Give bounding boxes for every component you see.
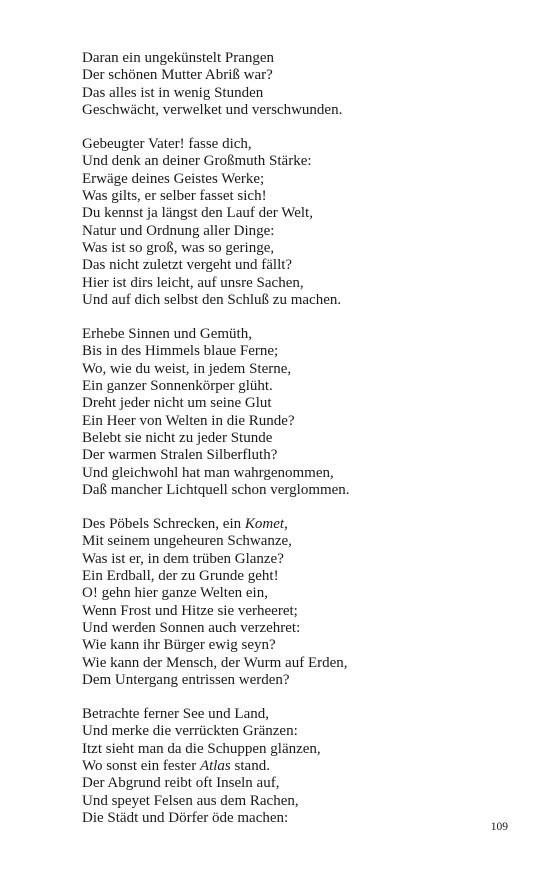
line-text: Wenn Frost und Hitze sie verheeret; [82,602,298,619]
poem-line [82,326,522,343]
poem-line [82,465,522,482]
poem-line [82,551,522,568]
line-text: Das nicht zuletzt vergeht und fällt? [82,257,293,274]
line-text: Und merke die verrückten Gränzen: [82,723,298,740]
line-text: Und gleichwohl hat man wahrgenommen, [82,464,334,481]
line-text: Belebt sie nicht zu jeder Stunde [82,429,273,446]
poem-line [82,620,522,637]
line-text: O! gehn hier ganze Welten ein, [82,585,268,602]
poem-line [82,257,522,274]
line-text: Was ist er, in dem trüben Glanze? [82,550,284,567]
poem-line [82,516,522,533]
line-text: Das alles ist in wenig Stunden [82,84,264,101]
line-text: Und werden Sonnen auch verzehret: [82,619,301,636]
page-number: 109 [490,821,508,833]
line-text: Geschwächt, verwelket und verschwunden. [82,101,343,118]
line-text: Der schönen Mutter Abriß war? [82,67,273,84]
line-text: Und denk an deiner Großmuth Stärke: [82,153,312,170]
line-text: Der warmen Stralen Silberfluth? [82,447,278,464]
poem-line [82,67,522,84]
italic-word: Atlas [199,757,231,774]
poem-line [82,343,522,360]
line-text: Und auf dich selbst den Schluß zu machen. [82,291,342,308]
line-text: Was ist so groß, was so geringe, [82,239,275,256]
line-text: Wie kann ihr Bürger ewig seyn? [82,637,276,654]
poem-line [82,50,522,67]
poem-line [82,482,522,499]
line-text: Ein ganzer Sonnenkörper glüht. [82,378,273,395]
stanza [82,516,522,689]
poem-line [82,775,522,792]
line-text: Itzt sieht man da die Schuppen glänzen, [82,740,321,757]
poem-line [82,533,522,550]
poem-line [82,171,522,188]
stanza [82,50,522,119]
poem-line [82,102,522,119]
poem-line [82,706,522,723]
poem-line [82,447,522,464]
line-text: Der Abgrund reibt oft Inseln auf, [82,775,280,792]
poem-line [82,793,522,810]
line-text: Ein Erdball, der zu Grunde geht! [82,568,279,585]
poem-line [82,413,522,430]
poem-line [82,223,522,240]
poem-line [82,810,522,827]
line-text: Wie kann der Mensch, der Wurm auf Erden, [82,654,348,671]
line-text: Dreht jeder nicht um seine Glut [82,395,272,412]
line-text: Wo, wie du weist, in jedem Sterne, [82,360,292,377]
poem-line [82,672,522,689]
poem-line [82,568,522,585]
stanza [82,136,522,309]
poem-line [82,378,522,395]
poem-line [82,275,522,292]
poem-line [82,637,522,654]
line-text: Betrachte ferner See und Land, [82,706,269,723]
line-text: Bis in des Himmels blaue Ferne; [82,343,279,360]
poem-text [82,50,522,844]
line-text: Dem Untergang entrissen werden? [82,671,290,688]
poem-line [82,395,522,412]
line-text: Ein Heer von Welten in die Runde? [82,412,295,429]
poem-line [82,292,522,309]
poem-line [82,361,522,378]
line-text: Du kennst ja längst den Lauf der Welt, [82,205,313,222]
poem-line [82,430,522,447]
poem-line [82,136,522,153]
poem-line [82,758,522,775]
poem-line [82,741,522,758]
poem-line [82,240,522,257]
line-text: Und speyet Felsen aus dem Rachen, [82,792,299,809]
line-text: Die Städt und Dörfer öde machen: [82,809,289,826]
line-text: Mit seinem ungeheuren Schwanze, [82,533,292,550]
line-text: Daß mancher Lichtquell schon verglommen. [82,481,350,498]
line-text: , [284,516,288,533]
line-text: Erwäge deines Geistes Werke; [82,170,265,187]
line-text: Was gilts, er selber fasset sich! [82,188,267,205]
poem-line [82,655,522,672]
line-text: Erhebe Sinnen und Gemüth, [82,326,252,343]
poem-line [82,153,522,170]
poem-line [82,188,522,205]
line-text: Gebeugter Vater! fasse dich, [82,136,252,153]
line-text: Natur und Ordnung aller Dinge: [82,222,275,239]
poem-line [82,585,522,602]
line-text: Daran ein ungekünstelt Prangen [82,50,275,66]
stanza [82,326,522,499]
stanza [82,706,522,827]
line-text: Wo sonst ein fester [82,757,200,774]
line-text: Hier ist dirs leicht, auf unsre Sachen, [82,274,304,291]
poem-line [82,723,522,740]
line-text: Des Pöbels Schrecken, ein [82,516,245,533]
poem-line [82,603,522,620]
line-text: stand. [230,757,270,774]
poem-line [82,205,522,222]
poem-line [82,85,522,102]
italic-word: Komet [244,516,285,533]
